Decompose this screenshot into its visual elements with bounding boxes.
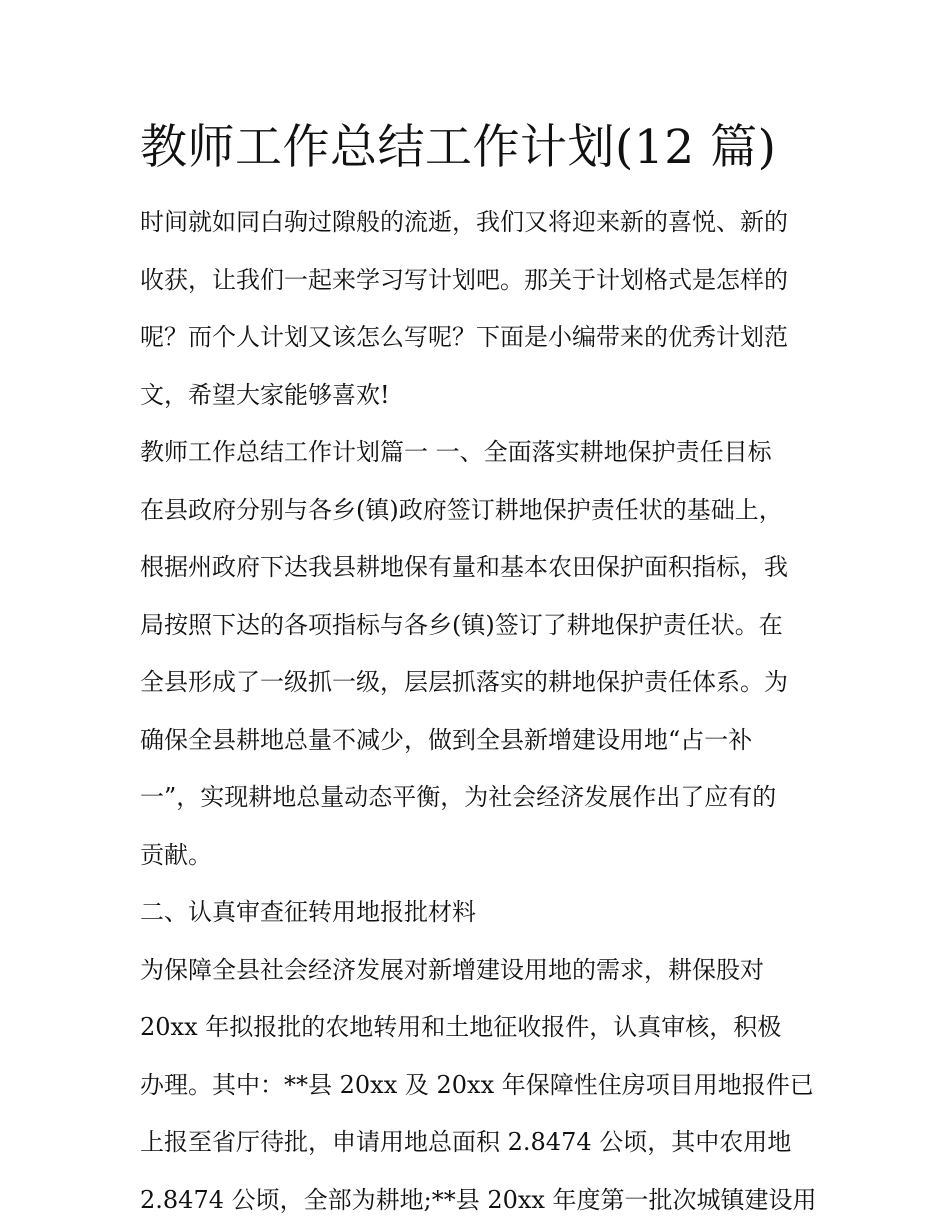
body-line: 2.8474 公顷，全部为耕地;**县 20xx 年度第一批次城镇建设用 (140, 1185, 817, 1214)
body-line: 确保全县耕地总量不减少，做到全县新增建设用地“占一补 (140, 725, 753, 754)
section-heading: 二、认真审查征转用地报批材料 (140, 898, 476, 926)
body-line: 教师工作总结工作计划篇一 一、全面落实耕地保护责任目标 (140, 438, 772, 466)
body-line: 贡献。 (140, 840, 212, 869)
body-line: 一”，实现耕地总量动态平衡，为社会经济发展作出了应有的 (140, 783, 777, 811)
body-line: 时间就如同白驹过隙般的流逝，我们又将迎来新的喜悦、新的 (140, 208, 788, 236)
body-line: 在县政府分别与各乡(镇)政府签订耕地保护责任状的基础上， (140, 495, 783, 524)
body-line: 为保障全县社会经济发展对新增建设用地的需求，耕保股对 (140, 955, 764, 984)
body-line: 20xx 年拟报批的农地转用和土地征收报件，认真审核，积极 (140, 1013, 782, 1041)
document-body (140, 194, 820, 1229)
body-line: 上报至省厅待批，申请用地总面积 2.8474 公顷，其中农用地 (140, 1128, 792, 1156)
document-title: 教师工作总结工作计划(12 篇) (140, 120, 777, 175)
body-line: 呢？而个人计划又该怎么写呢？下面是小编带来的优秀计划范 (140, 323, 788, 351)
body-line: 办理。其中：**县 20xx 及 20xx 年保障性住房项目用地报件已 (140, 1070, 814, 1099)
body-line: 文，希望大家能够喜欢! (140, 380, 390, 409)
body-line: 全县形成了一级抓一级，层层抓落实的耕地保护责任体系。为 (140, 668, 788, 696)
body-line: 局按照下达的各项指标与各乡(镇)签订了耕地保护责任状。在 (140, 610, 783, 639)
body-line: 收获，让我们一起来学习写计划吧。那关于计划格式是怎样的 (140, 265, 788, 294)
body-line: 根据州政府下达我县耕地保有量和基本农田保护面积指标，我 (140, 553, 788, 581)
